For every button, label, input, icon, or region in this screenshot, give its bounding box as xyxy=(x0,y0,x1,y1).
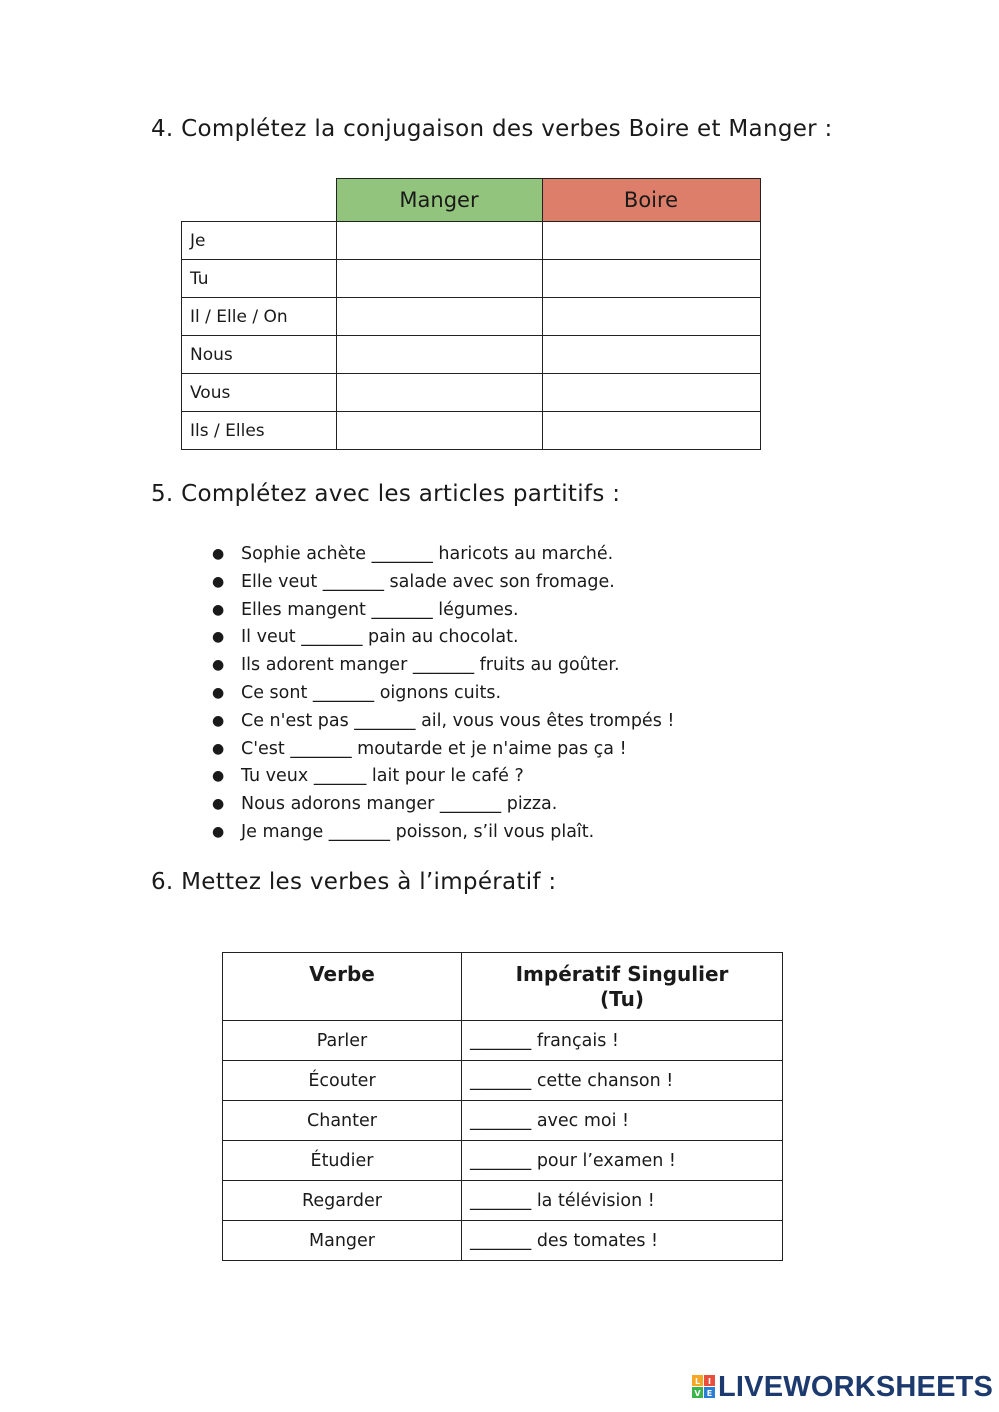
answer-cell-boire[interactable] xyxy=(542,298,760,336)
sentence-text: Elle veut _______ salade avec son fromage. xyxy=(241,571,615,592)
section-5-heading: 5. Complétez avec les articles partitifs : xyxy=(151,481,621,507)
conjugation-row xyxy=(182,412,761,450)
answer-cell-boire[interactable] xyxy=(542,260,760,298)
list-item xyxy=(210,680,674,708)
conjugation-header-row xyxy=(182,179,761,222)
column-header-verbe: Verbe xyxy=(223,953,462,1021)
verb-cell: Manger xyxy=(223,1221,462,1261)
liveworksheets-logo-icon xyxy=(692,1375,716,1399)
sentence-text: Ils adorent manger _______ fruits au goûter. xyxy=(241,655,620,676)
bullet-icon: ● xyxy=(212,601,225,618)
bullet-icon: ● xyxy=(212,684,225,701)
answer-cell[interactable]: _______ français ! xyxy=(462,1021,783,1061)
bullet-icon: ● xyxy=(212,768,225,785)
section-4-heading: 4. Complétez la conjugaison des verbes Boire et Manger : xyxy=(151,116,833,142)
answer-cell-boire[interactable] xyxy=(542,412,760,450)
bullet-icon: ● xyxy=(212,546,225,562)
partitive-sentence-list xyxy=(210,541,674,847)
list-item xyxy=(210,791,674,819)
answer-cell-boire[interactable] xyxy=(542,336,760,374)
conjugation-row xyxy=(182,298,761,336)
section-6-heading: 6. Mettez les verbes à l’impératif : xyxy=(151,869,557,895)
list-item xyxy=(210,708,674,736)
imperative-header-row xyxy=(223,953,783,1021)
sentence-text: Nous adorons manger _______ pizza. xyxy=(241,794,558,815)
list-item xyxy=(210,736,674,764)
answer-cell[interactable]: _______ pour l’examen ! xyxy=(462,1141,783,1181)
bullet-icon: ● xyxy=(212,740,225,757)
imperative-table xyxy=(222,952,783,1261)
answer-cell[interactable]: _______ avec moi ! xyxy=(462,1101,783,1141)
answer-cell-manger[interactable] xyxy=(336,222,542,260)
list-item xyxy=(210,541,674,569)
column-header-imperatif xyxy=(462,953,783,1021)
table-row xyxy=(223,1061,783,1101)
sentence-text: Elles mangent _______ légumes. xyxy=(241,599,519,620)
sentence-text: Tu veux ______ lait pour le café ? xyxy=(241,766,524,787)
table-row xyxy=(223,1141,783,1181)
imperatif-header-line-2: (Tu) xyxy=(600,987,644,1011)
conjugation-row xyxy=(182,222,761,260)
conjugation-corner-cell xyxy=(182,179,337,222)
list-item xyxy=(210,763,674,791)
logo-icon-letter: V xyxy=(694,1389,701,1398)
bullet-icon: ● xyxy=(212,823,225,840)
answer-cell[interactable]: _______ cette chanson ! xyxy=(462,1061,783,1101)
sentence-text: Ce sont _______ oignons cuits. xyxy=(241,682,502,703)
list-item xyxy=(210,819,674,847)
answer-cell-boire[interactable] xyxy=(542,374,760,412)
pronoun-cell: Ils / Elles xyxy=(182,412,337,450)
table-row xyxy=(223,1221,783,1261)
answer-cell-manger[interactable] xyxy=(336,374,542,412)
answer-cell-boire[interactable] xyxy=(542,222,760,260)
answer-cell-manger[interactable] xyxy=(336,260,542,298)
answer-cell-manger[interactable] xyxy=(336,336,542,374)
list-item xyxy=(210,597,674,625)
conjugation-row xyxy=(182,374,761,412)
column-header-manger: Manger xyxy=(336,179,542,222)
bullet-icon: ● xyxy=(212,629,225,646)
verb-cell: Regarder xyxy=(223,1181,462,1221)
pronoun-cell: Il / Elle / On xyxy=(182,298,337,336)
imperatif-header-line-1: Impératif Singulier xyxy=(515,962,729,986)
logo-icon-letter: E xyxy=(706,1389,713,1398)
answer-cell[interactable]: _______ la télévision ! xyxy=(462,1181,783,1221)
list-item xyxy=(210,652,674,680)
answer-cell-manger[interactable] xyxy=(336,412,542,450)
conjugation-table xyxy=(181,178,761,450)
logo-text: LIVEWORKSHEETS xyxy=(718,1371,994,1403)
verb-cell: Étudier xyxy=(223,1141,462,1181)
sentence-text: Je mange _______ poisson, s’il vous plaît. xyxy=(241,821,595,842)
answer-cell[interactable]: _______ des tomates ! xyxy=(462,1221,783,1261)
logo-icon-letter: I xyxy=(708,1377,711,1386)
conjugation-row xyxy=(182,260,761,298)
sentence-text: Sophie achète _______ haricots au marché. xyxy=(241,544,614,564)
bullet-icon: ● xyxy=(212,712,225,729)
bullet-icon: ● xyxy=(212,657,225,674)
verb-cell: Écouter xyxy=(223,1061,462,1101)
conjugation-row xyxy=(182,336,761,374)
column-header-boire: Boire xyxy=(542,179,760,222)
sentence-text: Ce n'est pas _______ ail, vous vous êtes trompés ! xyxy=(241,710,675,731)
sentence-text: Il veut _______ pain au chocolat. xyxy=(241,627,519,648)
pronoun-cell: Je xyxy=(182,222,337,260)
sentence-text: C'est _______ moutarde et je n'aime pas ça ! xyxy=(241,738,627,759)
logo-icon-letter: L xyxy=(694,1377,701,1386)
verb-cell: Parler xyxy=(223,1021,462,1061)
list-item xyxy=(210,624,674,652)
list-item xyxy=(210,569,674,597)
table-row xyxy=(223,1021,783,1061)
liveworksheets-logo[interactable] xyxy=(692,1372,993,1402)
answer-cell-manger[interactable] xyxy=(336,298,542,336)
verb-cell: Chanter xyxy=(223,1101,462,1141)
pronoun-cell: Tu xyxy=(182,260,337,298)
pronoun-cell: Vous xyxy=(182,374,337,412)
table-row xyxy=(223,1181,783,1221)
table-row xyxy=(223,1101,783,1141)
bullet-icon: ● xyxy=(212,573,225,590)
pronoun-cell: Nous xyxy=(182,336,337,374)
bullet-icon: ● xyxy=(212,796,225,813)
